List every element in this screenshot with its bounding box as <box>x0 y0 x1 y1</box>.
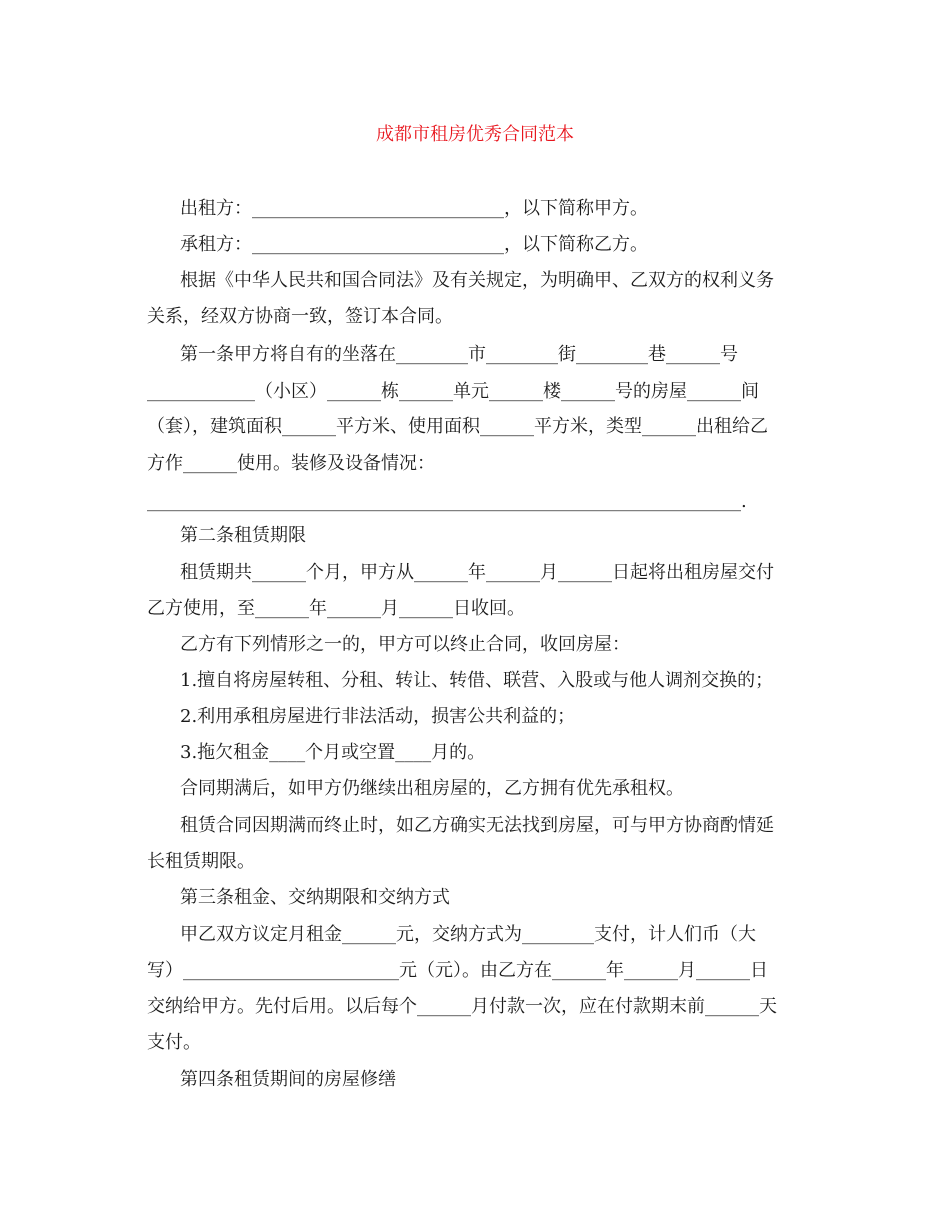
article-2-line: 乙方使用，至______年______月______日收回。 <box>147 598 525 619</box>
article-3-line: 写）________________________元（元）。由乙方在______年______月______日 <box>147 960 768 981</box>
article-1-line: （套），建筑面积______平方米、使用面积______平方米，类型______出租给乙 <box>147 416 768 437</box>
termination-item-1: 1.擅自将房屋转租、分租、转让、转借、联营、入股或与他人调剂交换的； <box>180 670 774 691</box>
basis-paragraph-line: 根据《中华人民共和国合同法》及有关规定，为明确甲、乙双方的权利义务 <box>180 270 774 291</box>
termination-item-3: 3.拖欠租金____个月或空置____月的。 <box>180 742 486 763</box>
article-2-line: 租赁期共______个月，甲方从______年______月______日起将出租房屋交付 <box>180 562 774 583</box>
basis-paragraph-line: 关系，经双方协商一致，签订本合同。 <box>147 306 453 327</box>
termination-item-2: 2.利用承租房屋进行非法活动，损害公共利益的； <box>180 706 576 727</box>
extension-line: 长租赁期限。 <box>147 851 255 872</box>
fill-in-line: __________________________________________________________________. <box>147 491 747 512</box>
lessee-line: 承租方：____________________________，以下简称乙方。 <box>180 234 648 255</box>
article-4-heading: 第四条租赁期间的房屋修缮 <box>180 1069 396 1090</box>
article-3-line: 支付。 <box>147 1032 201 1053</box>
article-3-line: 交纳给甲方。先付后用。以后每个______月付款一次，应在付款期末前______天 <box>147 996 777 1017</box>
article-3-line: 甲乙双方议定月租金______元，交纳方式为________支付，计人们币（大 <box>180 924 756 945</box>
article-2-heading: 第二条租赁期限 <box>180 525 306 546</box>
article-3-heading: 第三条租金、交纳期限和交纳方式 <box>180 887 450 908</box>
article-1-line: 第一条甲方将自有的坐落在________市________街________巷______号 <box>180 344 738 365</box>
document-title: 成都市租房优秀合同范本 <box>376 124 574 145</box>
termination-intro-line: 乙方有下列情形之一的，甲方可以终止合同，收回房屋： <box>180 634 630 655</box>
priority-lease-line: 合同期满后，如甲方仍继续出租房屋的，乙方拥有优先承租权。 <box>180 778 684 799</box>
extension-line: 租赁合同因期满而终止时，如乙方确实无法找到房屋，可与甲方协商酌情延 <box>180 815 774 836</box>
lessor-line: 出租方：____________________________，以下简称甲方。 <box>180 198 648 219</box>
article-1-line: ____________（小区）______栋______单元______楼______号的房屋______间 <box>147 381 759 402</box>
article-1-line: 方作______使用。装修及设备情况： <box>147 453 435 474</box>
